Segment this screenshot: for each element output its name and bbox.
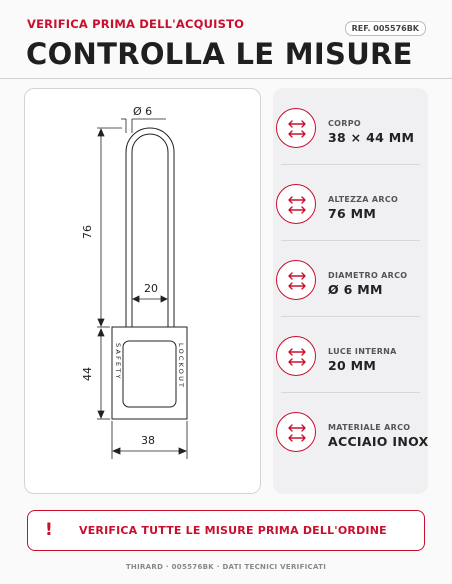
spec-value: 38 × 44 MM [328, 130, 415, 145]
header-divider [0, 78, 452, 79]
spec-label: DIAMETRO ARCO [328, 271, 408, 280]
spec-label: ALTEZZA ARCO [328, 195, 399, 204]
spec-item-corpo [273, 88, 428, 164]
dimension-arrows-icon [276, 108, 316, 148]
exclamation-icon: ! [45, 520, 53, 540]
spec-label: MATERIALE ARCO [328, 423, 411, 432]
warning-message: VERIFICA TUTTE LE MISURE PRIMA DELL'ORDINE [79, 524, 387, 537]
spec-item-materiale-arco [273, 392, 428, 468]
padlock-body-face [123, 341, 176, 407]
spec-item-luce-interna [273, 316, 428, 392]
spec-value: 20 MM [328, 358, 377, 373]
shackle-outer [126, 128, 174, 327]
diameter-dimension-label: Ø 6 [133, 105, 153, 118]
spec-item-altezza-arco [273, 164, 428, 240]
dimension-arrows-icon [276, 260, 316, 300]
header-kicker: VERIFICA PRIMA DELL'ACQUISTO [27, 17, 245, 31]
reference-badge: REF. 005576BK [345, 21, 426, 36]
padlock-drawing [25, 89, 262, 495]
shackle-height-dimension-label: 76 [81, 225, 94, 239]
footer-text: THIRARD · 005576BK · DATI TECNICI VERIFICATI [125, 563, 327, 571]
spec-value: Ø 6 MM [328, 282, 383, 297]
spec-label: LUCE INTERNA [328, 347, 397, 356]
dimension-arrows-icon [276, 184, 316, 224]
spec-item-diametro-arco [273, 240, 428, 316]
page-title: CONTROLLA LE MISURE [26, 37, 413, 71]
body-height-dimension-label: 44 [81, 367, 94, 381]
body-side-text-left: SAFETY [114, 343, 122, 381]
body-width-dimension-label: 38 [141, 434, 155, 447]
body-side-text-right: LOCKOUT [177, 343, 185, 390]
spec-value: 76 MM [328, 206, 377, 221]
spec-label: CORPO [328, 119, 361, 128]
technical-drawing-panel [24, 88, 261, 494]
dimension-arrows-icon [276, 336, 316, 376]
inner-width-dimension-label: 20 [144, 282, 158, 295]
specs-panel [273, 88, 428, 494]
warning-banner [27, 510, 425, 551]
dimension-arrows-icon [276, 412, 316, 452]
spec-value: ACCIAIO INOX [328, 434, 429, 449]
